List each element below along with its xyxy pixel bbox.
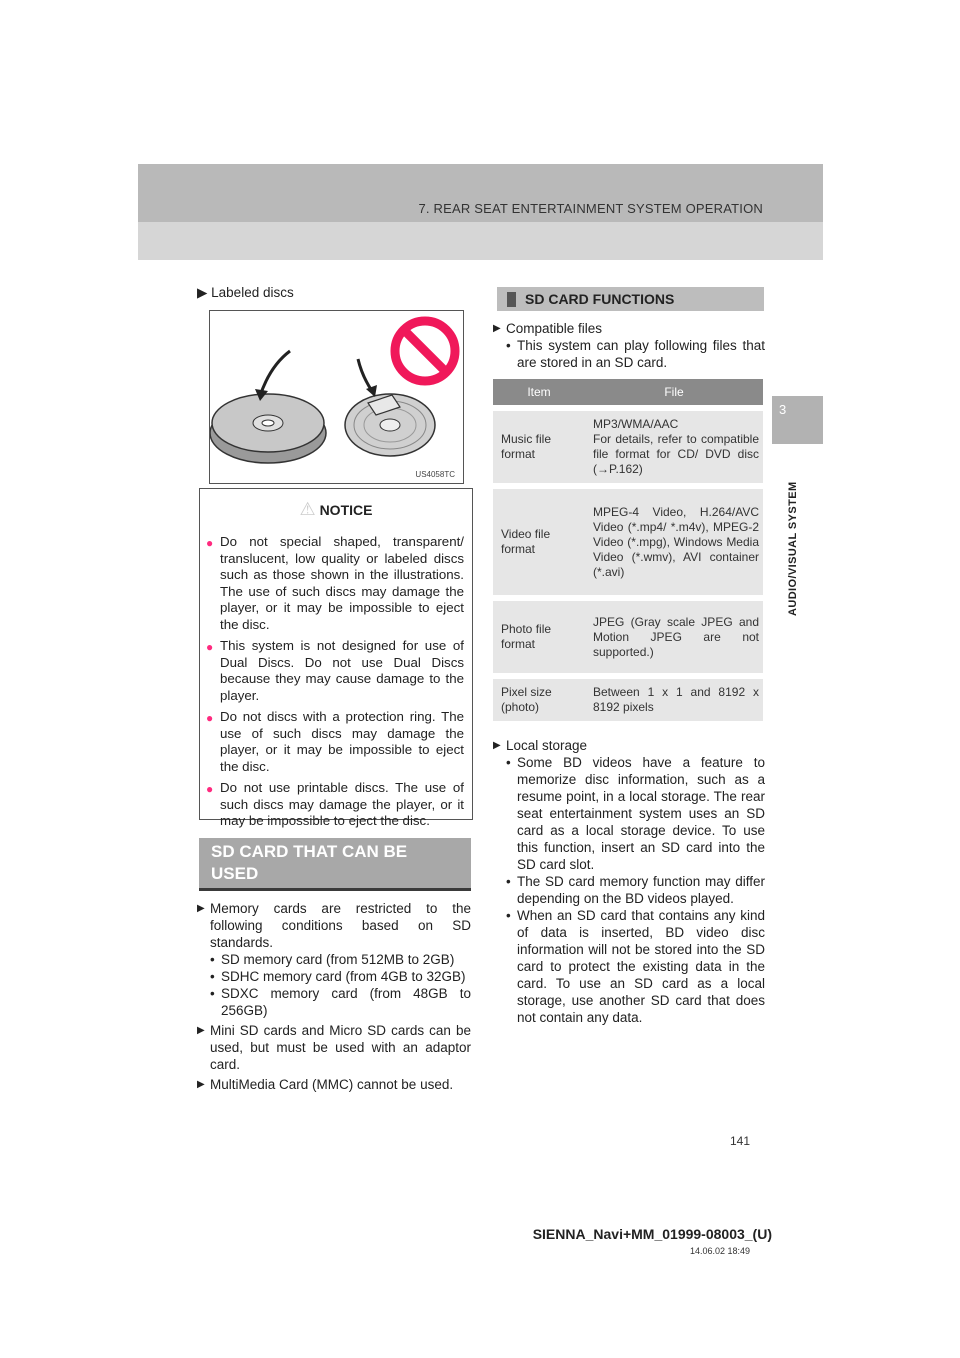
list-item: ▶ MultiMedia Card (MMC) cannot be used.: [197, 1077, 454, 1092]
list-item: ▶ Mini SD cards and Micro SD cards can be used, but must be used with an adaptor card.: [197, 1023, 471, 1072]
sub-list-item: • SDXC memory card (from 48GB to 256GB): [210, 986, 471, 1018]
document-code: SIENNA_Navi+MM_01999-08003_(U): [532, 1226, 772, 1242]
triangle-bullet-icon: ▶: [493, 323, 501, 334]
triangle-bullet-icon: ▶: [197, 1025, 205, 1036]
notice-item: ● Do not special shaped, transparent/ translucent, low quality or labeled discs such as those shown in the illustrations. The use of such discs may damage the player, or it may be impossible to eject the disc.: [206, 534, 464, 632]
notice-item: ● Do not use printable discs. The use of such discs may damage the player, or it may be impossible to eject the disc.: [206, 780, 464, 828]
notice-item: ● This system is not designed for use of Dual Discs. Do not use Dual Discs because they may cause damage to the player.: [206, 638, 464, 703]
labeled-discs-heading: ▶ Labeled discs: [197, 285, 294, 300]
sub-list-item: • The SD card memory function may differ depending on the BD videos played.: [506, 874, 765, 906]
table-header-row: [493, 379, 763, 408]
triangle-bullet-icon: ▶: [493, 740, 501, 751]
sd-card-usable-heading: SD CARD THAT CAN BE USED: [199, 838, 471, 888]
header-bar: [138, 164, 823, 222]
chapter-number: 3: [779, 402, 787, 417]
notice-box: [199, 488, 473, 828]
table-row: [493, 486, 763, 598]
chapter-side-label: AUDIO/VISUAL SYSTEM: [787, 481, 799, 616]
table-cell-item: Music file format: [493, 408, 585, 486]
table-cell-item: Pixel size (photo): [493, 676, 585, 721]
sd-card-usable-body: [197, 900, 471, 1096]
heading-rule: [199, 888, 471, 891]
table-cell-item: Photo file format: [493, 598, 585, 676]
triangle-bullet-icon: ▶: [197, 1079, 205, 1090]
sd-card-functions-heading: SD CARD FUNCTIONS: [497, 287, 764, 311]
bullet-dot-icon: ●: [206, 782, 214, 796]
bullet-dot-icon: ●: [206, 536, 214, 550]
table-row: [493, 598, 763, 676]
print-date: 14.06.02 18:49: [689, 1246, 750, 1256]
table-cell-file: MPEG-4 Video, H.264/AVC Video (*.mp4/ *.m4v), MPEG-2 Video (*.mpg), Windows Media Video (*.wmv), AVI container (*.avi): [585, 486, 763, 598]
table-row: [493, 408, 763, 486]
labeled-discs-illustration-icon: [210, 311, 463, 483]
labeled-discs-figure: [209, 310, 464, 484]
notice-item: ● Do not discs with a protection ring. The use of such discs may damage the player, or it may be impossible to eject the disc.: [206, 709, 464, 774]
table-cell-file: Between 1 x 1 and 8192 x 8192 pixels: [585, 676, 763, 721]
sub-list-item: • SDHC memory card (from 4GB to 32GB): [210, 969, 466, 984]
sub-list-item: • SD memory card (from 512MB to 2GB): [210, 952, 455, 967]
sub-list-item: • When an SD card that contains any kind of data is inserted, BD video disc information will not be stored into the SD card to protect the existing data in the card. To use an SD card as a local storage, use another SD card that does not contain any data.: [506, 908, 765, 1025]
chapter-title: 7. REAR SEAT ENTERTAINMENT SYSTEM OPERATION: [418, 201, 763, 216]
bullet-dot-icon: ●: [206, 640, 214, 654]
figure-code: US4058TC: [415, 470, 455, 479]
heading-marker: [507, 292, 516, 307]
table-cell-file: MP3/WMA/AAC For details, refer to compatible file format for CD/ DVD disc (→P.162): [585, 408, 763, 486]
table-cell-file: JPEG (Gray scale JPEG and Motion JPEG are not supported.): [585, 598, 763, 676]
warning-triangle-icon: ⚠: [299, 499, 316, 519]
column-header-file: File: [585, 379, 763, 408]
list-item: ▶ Local storage • Some BD videos have a feature to memorize disc information, such as a resume point, in a local storage. The rear seat entertainment system uses an SD card as a local storage device. To use this function, insert an SD card into the SD card slot. • The SD card memory function may differ depending on the BD videos played. • When an SD card that contains any kind of data is inserted, BD video disc information will not be stored into the SD card to protect the existing data in the card. To use an SD card as a local storage, use another SD card that does not contain any data.: [493, 738, 765, 1025]
compatible-files: [493, 320, 765, 374]
arrow-right-icon: ▶: [197, 285, 208, 300]
compatible-files-table: [493, 379, 763, 721]
sub-list-item: • Some BD videos have a feature to memorize disc information, such as a resume point, in a local storage. The rear seat entertainment system uses an SD card as a local storage device. To use this function, insert an SD card into the SD card slot.: [506, 755, 765, 872]
list-item: ▶ Compatible files • This system can play following files that are stored in an SD card.: [493, 321, 765, 370]
page-number: 141: [729, 1134, 750, 1148]
sub-list-item: • This system can play following files that are stored in an SD card.: [506, 338, 765, 370]
table-cell-item: Video file format: [493, 486, 585, 598]
column-header-item: Item: [493, 379, 585, 408]
list-item: ▶ Memory cards are restricted to the following conditions based on SD standards. • SD memory card (from 512MB to 2GB) • SDHC memory card (from 4GB to 32GB) • SDXC memory card (from 48GB to 256GB): [197, 901, 471, 1018]
bullet-dot-icon: ●: [206, 711, 214, 725]
notice-title: ⚠ NOTICE: [299, 499, 373, 519]
triangle-bullet-icon: ▶: [197, 903, 205, 914]
table-row: [493, 676, 763, 721]
local-storage: [493, 737, 765, 1029]
notice-list: [206, 534, 464, 835]
